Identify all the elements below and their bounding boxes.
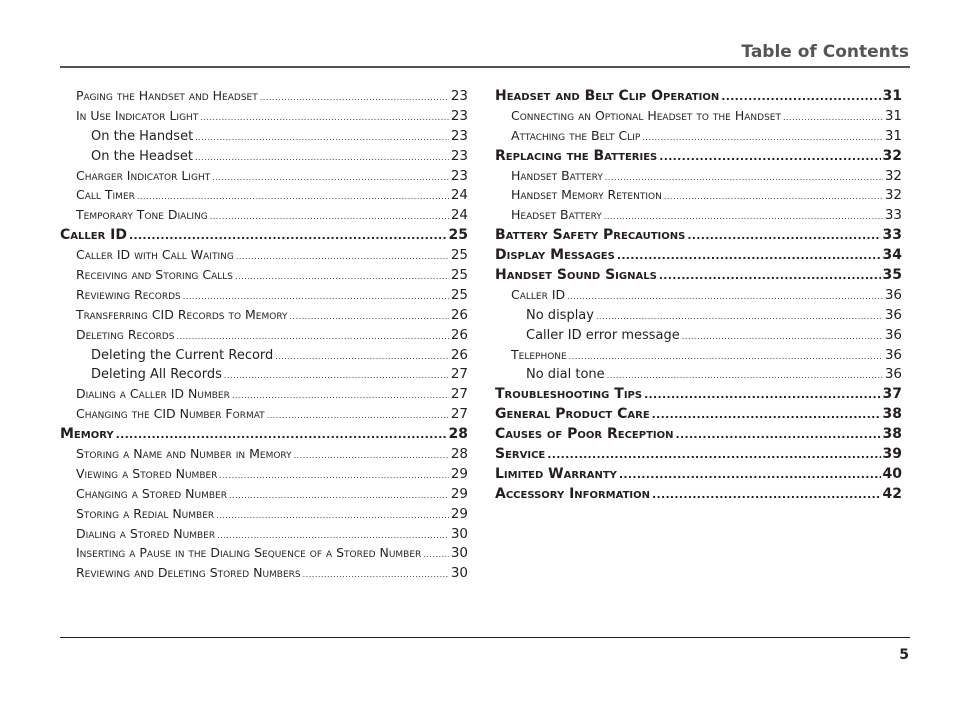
- toc-entry-title: Reviewing and Deleting Stored Numbers: [76, 565, 301, 581]
- toc-entry-title: Causes of Poor Reception: [495, 426, 674, 443]
- dot-leader: [607, 371, 883, 380]
- toc-entry[interactable]: [60, 168, 468, 188]
- dot-leader: [290, 312, 449, 321]
- toc-entry-title: Dialing a Caller ID Number: [76, 386, 230, 402]
- toc-entry-page: 32: [882, 147, 902, 164]
- toc-entry[interactable]: [495, 386, 902, 406]
- toc-entry-page: 28: [448, 426, 468, 443]
- dot-leader: [176, 332, 448, 341]
- toc-entry[interactable]: [495, 247, 902, 267]
- toc-entry-title: Headset and Belt Clip Operation: [495, 88, 720, 104]
- toc-entry-page: 38: [882, 406, 902, 423]
- dot-leader: [303, 570, 449, 579]
- toc-entry-title: Inserting a Pause in the Dialing Sequence of a Stored Number: [76, 545, 422, 561]
- toc-entry-page: 23: [450, 107, 468, 124]
- toc-entry[interactable]: [60, 466, 468, 486]
- toc-entry-title: Handset Memory Retention: [511, 187, 662, 203]
- toc-entry[interactable]: [60, 506, 468, 526]
- toc-entry[interactable]: [60, 227, 468, 247]
- dot-leader: [596, 312, 883, 321]
- toc-entry-title: Service: [495, 446, 546, 463]
- toc-right-column: [495, 88, 902, 506]
- toc-entry[interactable]: [60, 347, 468, 367]
- toc-entry-page: 32: [884, 187, 902, 204]
- toc-entry[interactable]: [60, 486, 468, 506]
- toc-entry[interactable]: [495, 287, 902, 307]
- toc-entry[interactable]: [495, 366, 902, 386]
- dot-leader: [229, 491, 449, 500]
- toc-entry[interactable]: [495, 168, 902, 188]
- toc-entry-title: Limited Warranty: [495, 465, 617, 482]
- dot-leader: [236, 252, 449, 261]
- toc-entry-title: Deleting Records: [76, 326, 175, 342]
- toc-entry-title: Transferring CID Records to Memory: [76, 306, 288, 322]
- toc-entry-title: Connecting an Optional Headset to the Handset: [511, 107, 781, 123]
- toc-entry-page: 26: [450, 306, 468, 323]
- toc-entry-page: 33: [884, 207, 902, 224]
- toc-entry-page: 40: [882, 465, 902, 482]
- toc-entry-title: On the Headset: [91, 148, 193, 164]
- toc-entry[interactable]: [495, 88, 902, 108]
- toc-entry[interactable]: [60, 406, 468, 426]
- toc-entry-page: 24: [450, 187, 468, 204]
- dot-leader: [652, 408, 881, 421]
- dot-leader: [783, 113, 883, 122]
- toc-entry-title: Caller ID with Call Waiting: [76, 247, 234, 263]
- dot-leader: [619, 468, 881, 481]
- toc-entry-title: Storing a Name and Number in Memory: [76, 446, 292, 462]
- dot-leader: [216, 511, 449, 520]
- toc-entry-page: 30: [450, 545, 468, 562]
- page-title: Table of Contents: [741, 42, 909, 62]
- dot-leader: [664, 192, 883, 201]
- dot-leader: [212, 173, 449, 182]
- dot-leader: [659, 269, 881, 282]
- toc-entry-page: 32: [884, 167, 902, 184]
- toc-entry-page: 36: [884, 306, 902, 323]
- toc-entry-title: Display Messages: [495, 247, 615, 264]
- header-rule: [60, 66, 910, 68]
- toc-entry[interactable]: [60, 88, 468, 108]
- toc-entry-page: 23: [450, 88, 468, 104]
- dot-leader: [183, 292, 449, 301]
- toc-entry[interactable]: [495, 486, 902, 506]
- toc-entry-title: Reviewing Records: [76, 286, 181, 302]
- toc-entry-page: 26: [450, 346, 468, 363]
- toc-entry-title: Caller ID: [511, 286, 566, 302]
- dot-leader: [195, 153, 449, 162]
- toc-entry-page: 29: [450, 505, 468, 522]
- toc-entry-title: Receiving and Storing Calls: [76, 267, 234, 283]
- toc-entry-title: Replacing the Batteries: [495, 147, 658, 164]
- dot-leader: [604, 212, 883, 221]
- toc-entry-title: Charger Indicator Light: [76, 167, 211, 183]
- toc-entry-page: 31: [882, 88, 902, 104]
- toc-entry[interactable]: [60, 565, 468, 585]
- toc-entry[interactable]: [495, 108, 902, 128]
- toc-entry[interactable]: [495, 128, 902, 148]
- toc-entry[interactable]: [60, 327, 468, 347]
- toc-entry-page: 25: [450, 247, 468, 264]
- dot-leader: [129, 229, 447, 242]
- toc-entry-title: Battery Safety Precautions: [495, 227, 686, 244]
- toc-entry-title: General Product Care: [495, 406, 650, 423]
- toc-entry[interactable]: [495, 446, 902, 466]
- dot-leader: [232, 391, 449, 400]
- toc-entry[interactable]: [60, 545, 468, 565]
- toc-entry-title: Changing the CID Number Format: [76, 406, 265, 422]
- toc-entry-title: Caller ID error message: [526, 327, 680, 343]
- toc-entry-page: 33: [882, 227, 902, 244]
- toc-entry-page: 36: [884, 326, 902, 343]
- toc-entry-page: 25: [448, 227, 468, 244]
- toc-entry-title: Handset Sound Signals: [495, 267, 657, 284]
- toc-entry[interactable]: [60, 267, 468, 287]
- toc-entry-title: Telephone: [511, 346, 567, 362]
- toc-entry-page: 27: [450, 406, 468, 423]
- toc-entry-page: 31: [884, 107, 902, 124]
- toc-entry[interactable]: [495, 347, 902, 367]
- toc-entry-title: Deleting All Records: [91, 367, 222, 383]
- dot-leader: [682, 332, 883, 341]
- toc-entry-title: No dial tone: [526, 367, 605, 383]
- dot-leader: [224, 371, 449, 380]
- toc-entry-page: 36: [884, 286, 902, 303]
- dot-leader: [567, 292, 883, 301]
- dot-leader: [547, 448, 880, 461]
- toc-entry-title: Attaching the Belt Clip: [511, 127, 641, 143]
- toc-entry-title: Headset Battery: [511, 207, 602, 223]
- toc-entry-page: 30: [450, 525, 468, 542]
- dot-leader: [195, 133, 449, 142]
- toc-entry-title: Paging the Handset and Headset: [76, 88, 258, 103]
- toc-entry-page: 31: [884, 127, 902, 144]
- toc-entry[interactable]: [495, 426, 902, 446]
- dot-leader: [235, 272, 449, 281]
- toc-entry[interactable]: [495, 148, 902, 168]
- toc-entry[interactable]: [60, 148, 468, 168]
- toc-entry[interactable]: [495, 327, 902, 347]
- dot-leader: [267, 411, 449, 420]
- toc-entry-title: Deleting the Current Record: [91, 347, 274, 363]
- toc-entry-title: Call Timer: [76, 187, 135, 203]
- toc-entry-page: 37: [882, 386, 902, 403]
- dot-leader: [676, 428, 881, 441]
- dot-leader: [423, 550, 449, 559]
- dot-leader: [687, 229, 880, 242]
- toc-entry-page: 29: [450, 465, 468, 482]
- toc-entry-page: 36: [884, 366, 902, 383]
- toc-entry-page: 25: [450, 286, 468, 303]
- dot-leader: [217, 531, 449, 540]
- toc-entry-title: Changing a Stored Number: [76, 485, 228, 501]
- dot-leader: [219, 471, 448, 480]
- dot-leader: [200, 113, 448, 122]
- toc-entry[interactable]: [495, 466, 902, 486]
- dot-leader: [569, 352, 883, 361]
- toc-entry-title: In Use Indicator Light: [76, 107, 199, 123]
- toc-entry-title: Dialing a Stored Number: [76, 525, 216, 541]
- dot-leader: [275, 352, 449, 361]
- toc-entry-title: Handset Battery: [511, 167, 603, 183]
- toc-entry-page: 38: [882, 426, 902, 443]
- toc-entry-title: On the Handset: [91, 128, 194, 144]
- toc-entry-title: Temporary Tone Dialing: [76, 207, 208, 223]
- toc-entry[interactable]: [60, 446, 468, 466]
- toc-entry-page: 24: [450, 207, 468, 224]
- toc-entry-page: 29: [450, 485, 468, 502]
- dot-leader: [642, 133, 882, 142]
- dot-leader: [137, 192, 449, 201]
- toc-entry[interactable]: [60, 108, 468, 128]
- toc-entry[interactable]: [60, 247, 468, 267]
- toc-entry-page: 27: [450, 386, 468, 403]
- dot-leader: [721, 90, 880, 103]
- toc-entry-title: Memory: [60, 426, 114, 443]
- dot-leader: [617, 249, 881, 262]
- toc-entry[interactable]: [495, 406, 902, 426]
- toc-entry-page: 42: [882, 485, 902, 502]
- page-number: 5: [899, 647, 909, 663]
- dot-leader: [260, 93, 449, 102]
- toc-entry[interactable]: [60, 526, 468, 546]
- toc-entry[interactable]: [60, 366, 468, 386]
- toc-entry-title: Troubleshooting Tips: [495, 386, 643, 403]
- dot-leader: [294, 451, 449, 460]
- toc-entry-page: 35: [882, 267, 902, 284]
- toc-entry-title: Viewing a Stored Number: [76, 465, 218, 481]
- toc-entry[interactable]: [495, 207, 902, 227]
- toc-entry-title: No display: [526, 307, 594, 323]
- dot-leader: [659, 150, 880, 163]
- toc-entry-title: Accessory Information: [495, 485, 651, 502]
- toc-entry[interactable]: [60, 307, 468, 327]
- dot-leader: [652, 488, 881, 501]
- toc-entry-page: 30: [450, 565, 468, 582]
- toc-entry-page: 23: [450, 127, 468, 144]
- toc-entry[interactable]: [495, 307, 902, 327]
- toc-entry-page: 23: [450, 147, 468, 164]
- toc-entry-page: 25: [450, 267, 468, 284]
- toc-entry-page: 39: [882, 446, 902, 463]
- toc-entry[interactable]: [60, 128, 468, 148]
- toc-left-column: [60, 88, 468, 585]
- dot-leader: [210, 212, 449, 221]
- toc-entry-page: 36: [884, 346, 902, 363]
- toc-entry[interactable]: [60, 426, 468, 446]
- toc-entry[interactable]: [60, 187, 468, 207]
- dot-leader: [116, 428, 447, 441]
- toc-entry-page: 34: [882, 247, 902, 264]
- toc-entry[interactable]: [495, 267, 902, 287]
- toc-entry[interactable]: [495, 227, 902, 247]
- toc-entry-page: 26: [450, 326, 468, 343]
- toc-entry-title: Storing a Redial Number: [76, 505, 215, 521]
- toc-entry[interactable]: [60, 287, 468, 307]
- dot-leader: [605, 173, 883, 182]
- footer-rule: [60, 637, 910, 638]
- dot-leader: [644, 388, 880, 401]
- toc-entry[interactable]: [495, 187, 902, 207]
- toc-entry-page: 28: [450, 446, 468, 463]
- toc-entry-page: 27: [450, 366, 468, 383]
- toc-entry[interactable]: [60, 207, 468, 227]
- toc-entry-page: 23: [450, 167, 468, 184]
- toc-entry-title: Caller ID: [60, 227, 127, 244]
- toc-entry[interactable]: [60, 386, 468, 406]
